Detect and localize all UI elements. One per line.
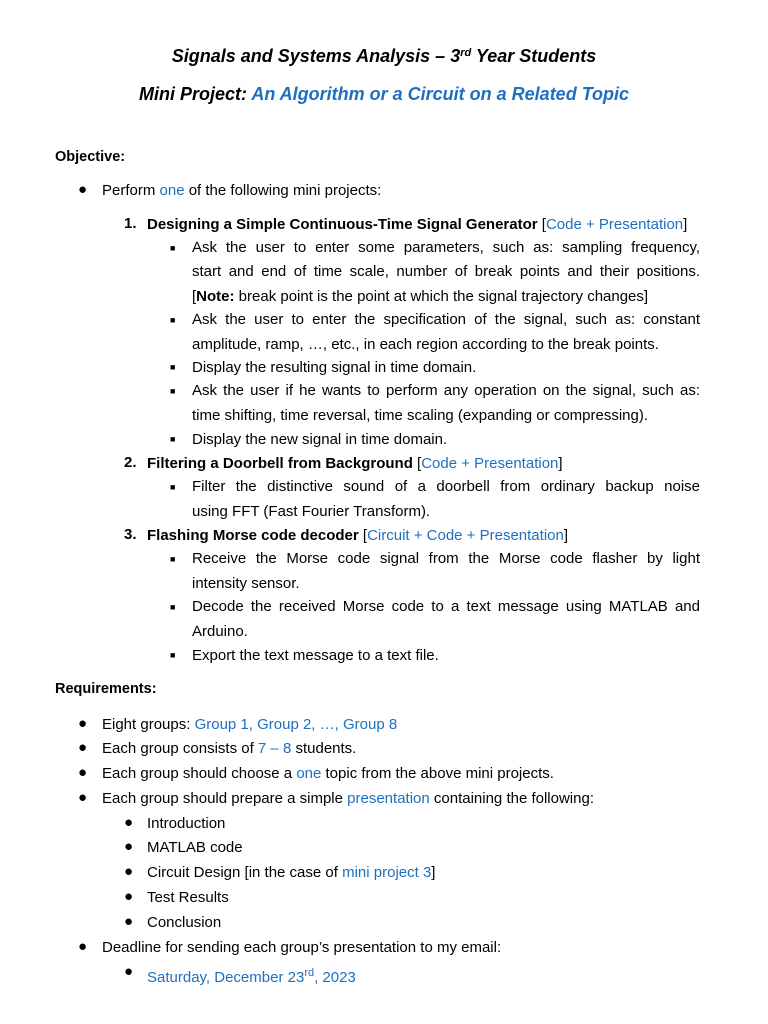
project-1-bullet-5: Display the new signal in time domain. (192, 431, 448, 448)
project-1-bullet-3: Display the resulting signal in time domain. (192, 359, 477, 376)
bullet-icon: ● (124, 814, 134, 831)
bullet-icon: ● (78, 789, 88, 806)
bullet-icon: ● (124, 963, 134, 980)
square-bullet-icon: ■ (170, 434, 176, 444)
square-bullet-icon: ■ (170, 386, 176, 396)
project-3-bullet-3: Export the text message to a text file. (192, 647, 439, 664)
bullet-icon: ● (124, 863, 134, 880)
project-1-bullet-2-line-2: amplitude, ramp, …, etc., in each region according to the break points. (192, 336, 659, 353)
bullet-icon: ● (78, 715, 88, 732)
project-1-bullet-1-line-1: Ask the user to enter some parameters, such as: sampling frequency, (192, 239, 700, 256)
presentation-item-test-results: Test Results (147, 889, 229, 906)
requirement-4: Each group should prepare a simple presentation containing the following: (102, 790, 594, 807)
presentation-item-circuit-design: Circuit Design [in the case of mini project 3] (147, 864, 436, 881)
project-3-bullet-2-line-1: Decode the received Morse code to a text message using MATLAB and (192, 598, 700, 615)
project-1-bullet-4-line-1: Ask the user if he wants to perform any operation on the signal, such as: (192, 382, 700, 399)
project-1-bullet-1-line-3: [Note: break point is the point at which the signal trajectory changes] (192, 288, 649, 305)
bullet-icon: ● (78, 739, 88, 756)
project-1-number: 1. (124, 215, 137, 232)
square-bullet-icon: ■ (170, 362, 176, 372)
objective-intro: Perform one of the following mini projects: (102, 182, 382, 199)
presentation-item-introduction: Introduction (147, 815, 226, 832)
project-2-number: 2. (124, 454, 137, 471)
project-1-bullet-4-line-2: time shifting, time reversal, time scaling (expanding or compressing). (192, 407, 649, 424)
requirement-1: Eight groups: Group 1, Group 2, …, Group 8 (102, 716, 398, 733)
project-1-bullet-2-line-1: Ask the user to enter the specification of the signal, such as: constant (192, 311, 700, 328)
requirements-heading: Requirements: (55, 681, 157, 697)
objective-heading: Objective: (55, 149, 126, 165)
requirement-2: Each group consists of 7 – 8 students. (102, 740, 357, 757)
bullet-icon: ● (124, 913, 134, 930)
presentation-item-conclusion: Conclusion (147, 914, 222, 931)
square-bullet-icon: ■ (170, 315, 176, 325)
bullet-icon: ● (124, 838, 134, 855)
project-1-title: Designing a Simple Continuous-Time Signal Generator [Code + Presentation] (147, 216, 688, 233)
bullet-icon: ● (78, 181, 88, 198)
project-3-bullet-1-line-1: Receive the Morse code signal from the Morse code flasher by light (192, 550, 700, 567)
project-1-bullet-1-line-2: start and end of time scale, number of break points and their positions. (192, 263, 700, 280)
bullet-icon: ● (124, 888, 134, 905)
presentation-item-matlab-code: MATLAB code (147, 839, 243, 856)
square-bullet-icon: ■ (170, 602, 176, 612)
bullet-icon: ● (78, 938, 88, 955)
requirement-3: Each group should choose a one topic from the above mini projects. (102, 765, 554, 782)
project-2-bullet-1-line-2: using FFT (Fast Fourier Transform). (192, 503, 431, 520)
deadline-date: Saturday, December 23rd, 2023 (147, 967, 356, 986)
project-3-bullet-2-line-2: Arduino. (192, 623, 248, 640)
square-bullet-icon: ■ (170, 650, 176, 660)
square-bullet-icon: ■ (170, 482, 176, 492)
project-3-bullet-1-line-2: intensity sensor. (192, 575, 300, 592)
project-2-title: Filtering a Doorbell from Background [Code + Presentation] (147, 455, 563, 472)
square-bullet-icon: ■ (170, 243, 176, 253)
document-subtitle: Mini Project: An Algorithm or a Circuit on a Related Topic (138, 84, 630, 104)
project-2-bullet-1-line-1: Filter the distinctive sound of a doorbell from ordinary backup noise (192, 478, 700, 495)
project-3-number: 3. (124, 526, 137, 543)
square-bullet-icon: ■ (170, 554, 176, 564)
document-title: Signals and Systems Analysis – 3rd Year Students (171, 46, 597, 66)
requirement-5: Deadline for sending each group’s presentation to my email: (102, 939, 502, 956)
bullet-icon: ● (78, 764, 88, 781)
project-3-title: Flashing Morse code decoder [Circuit + Code + Presentation] (147, 527, 569, 544)
